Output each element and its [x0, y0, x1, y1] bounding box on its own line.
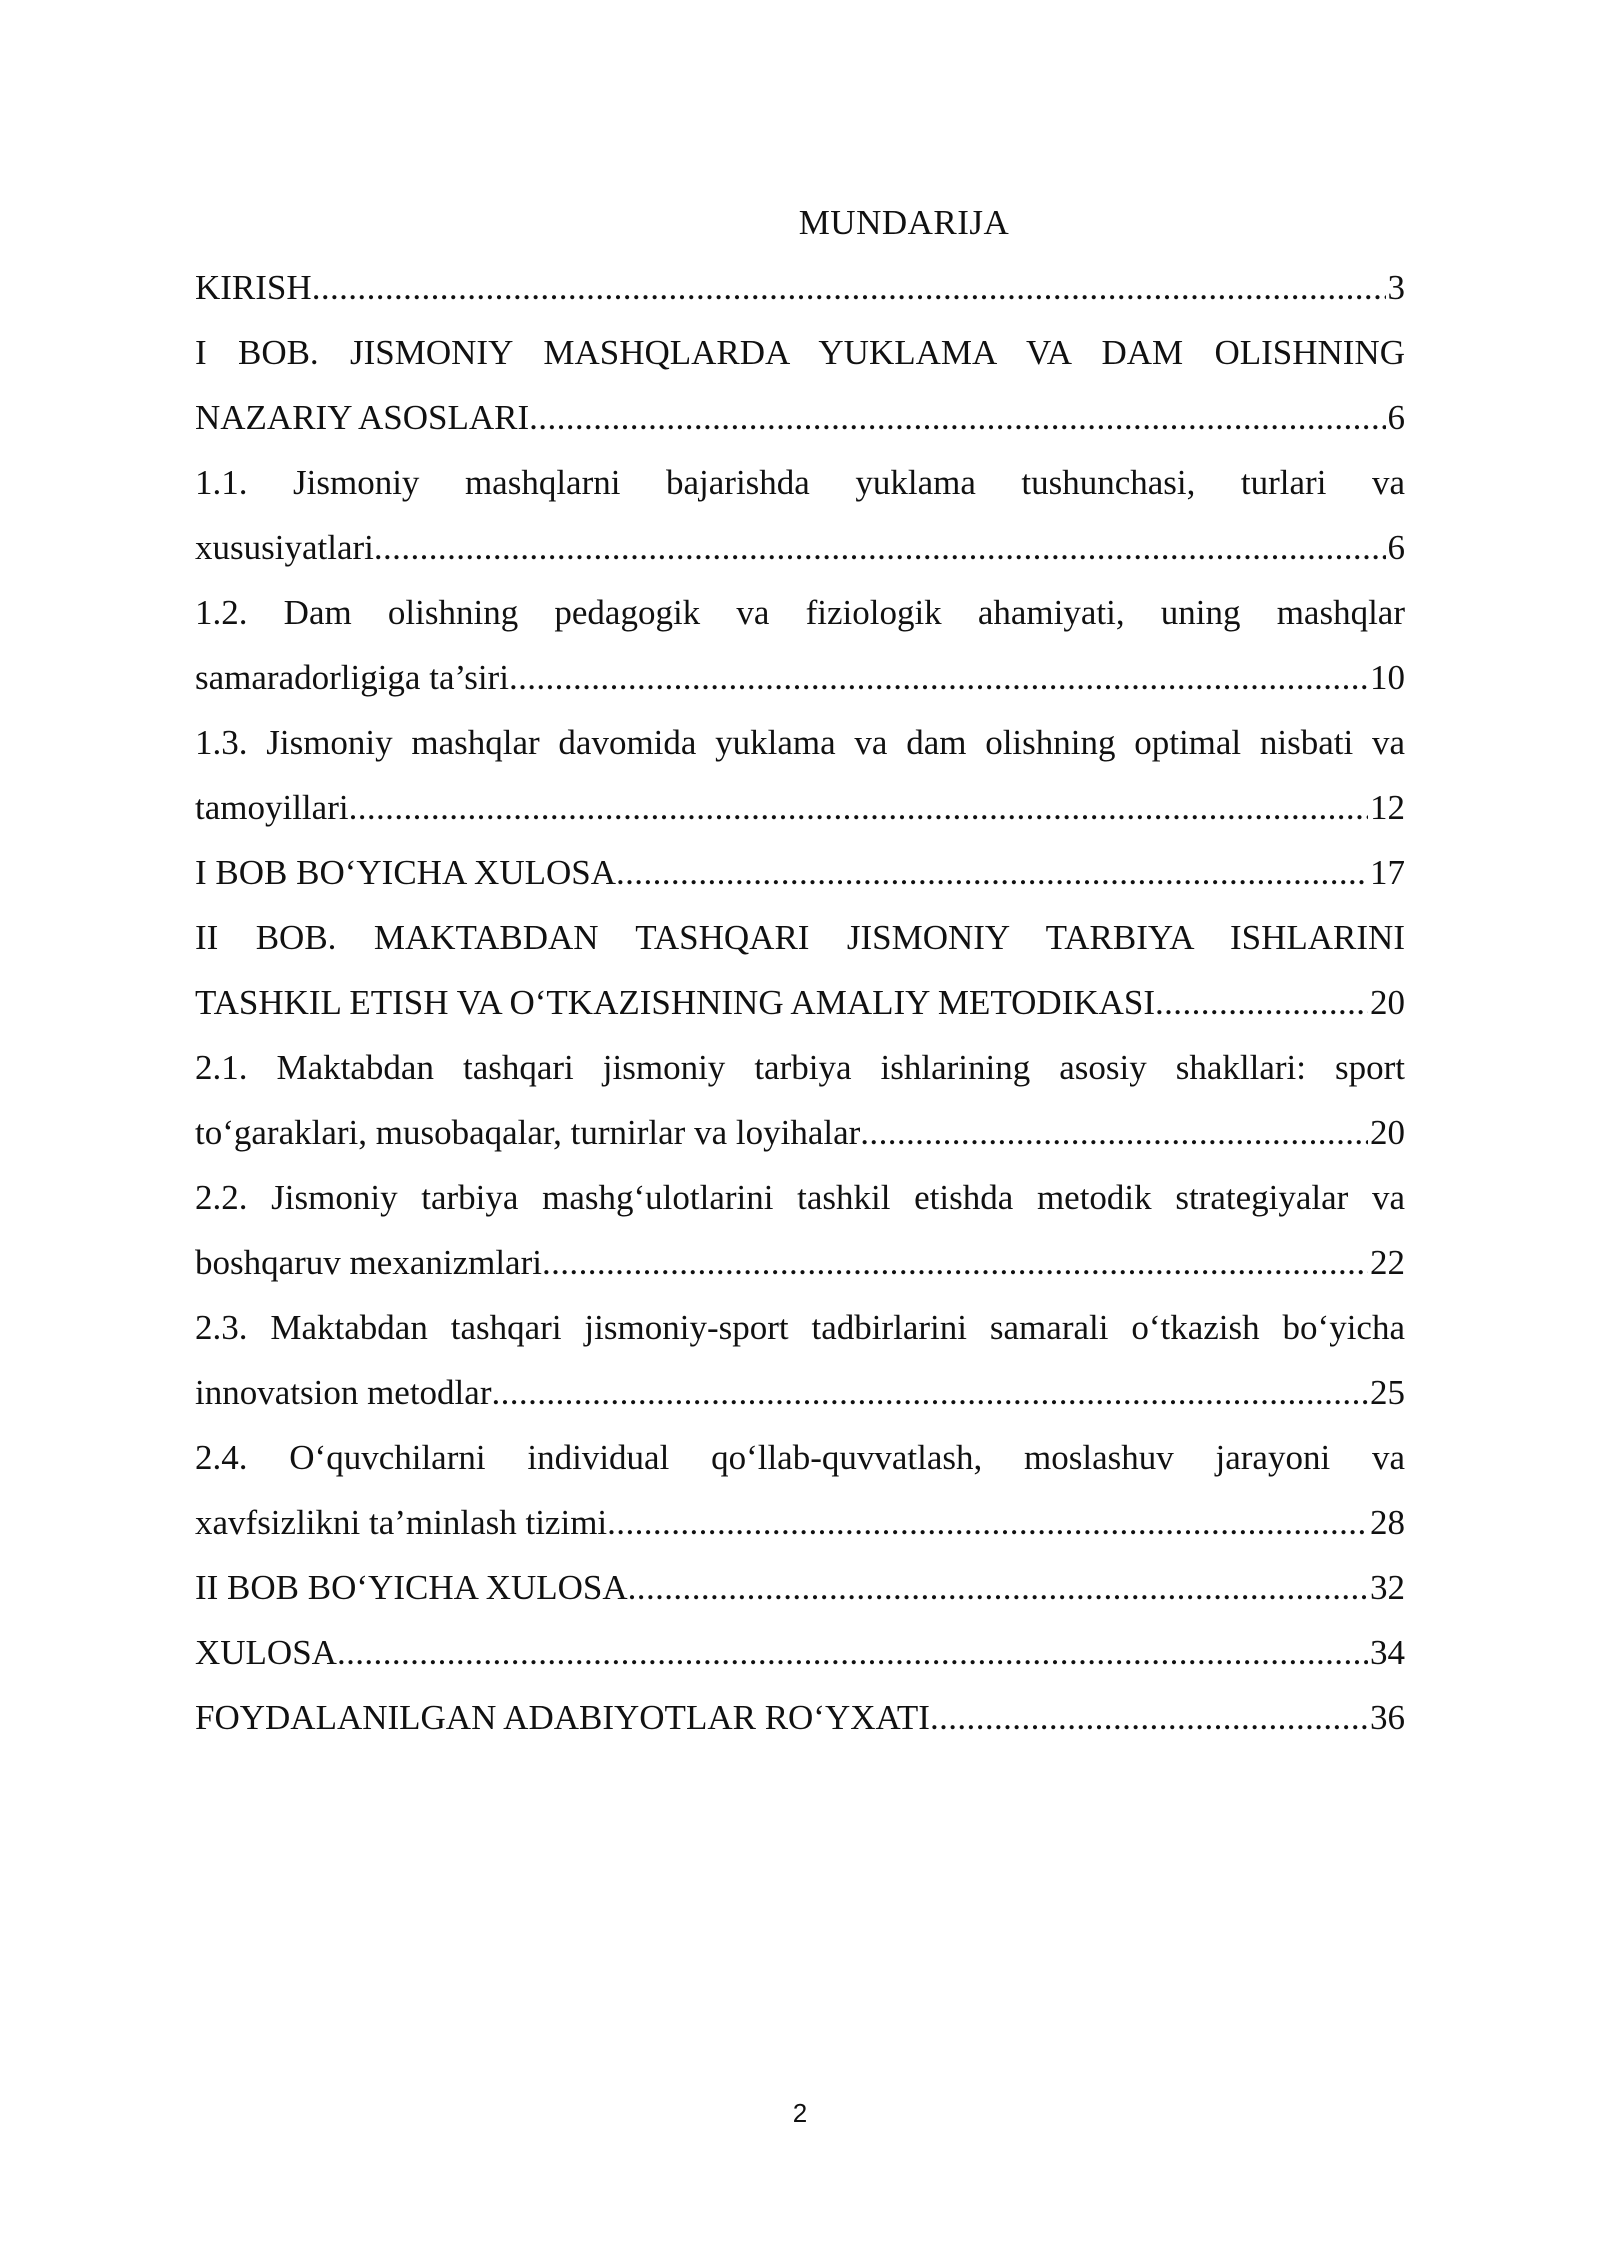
toc-entry[interactable]: [195, 255, 1405, 320]
toc-entry-row: [195, 385, 1405, 450]
toc-entry-title: tamoyillari: [195, 788, 349, 827]
toc-entry-line: 2.3. Maktabdan tashqari jismoniy-sport tadbirlarini samarali o‘tkazish bo‘yicha: [195, 1308, 1405, 1347]
toc-entry[interactable]: [195, 1685, 1405, 1750]
toc-entry-title: innovatsion metodlar: [195, 1373, 492, 1412]
toc-entry-title: I BOB BO‘YICHA XULOSA: [195, 853, 616, 892]
toc-page-number: 6: [1387, 528, 1405, 567]
toc-entry-row: [195, 1230, 1405, 1295]
dot-leader: [529, 385, 1385, 450]
toc-entry[interactable]: [195, 450, 1405, 580]
toc-entry[interactable]: [195, 905, 1405, 1035]
toc-title: MUNDARIJA: [798, 203, 1010, 242]
toc-entry[interactable]: [195, 1295, 1405, 1425]
dot-leader: [349, 775, 1368, 840]
toc-page-number: 17: [1370, 853, 1405, 892]
toc-entry-row: [195, 515, 1405, 580]
toc-entry-line: 2.1. Maktabdan tashqari jismoniy tarbiya ishlarining asosiy shakllari: sport: [195, 1048, 1405, 1087]
toc-entry-title: FOYDALANILGAN ADABIYOTLAR RO‘YXATI: [195, 1698, 930, 1737]
toc-entry-line: II BOB. MAKTABDAN TASHQARI JISMONIY TARBIYA ISHLARINI: [195, 918, 1405, 957]
toc-entry-line: 1.3. Jismoniy mashqlar davomida yuklama va dam olishning optimal nisbati va: [195, 723, 1405, 762]
toc-entry-row: [195, 775, 1405, 840]
dot-leader: [607, 1490, 1368, 1555]
toc-entry-title: xavfsizlikni ta’minlash tizimi: [195, 1503, 608, 1542]
toc-entry-title: xususiyatlari: [195, 528, 374, 567]
toc-entry[interactable]: [195, 840, 1405, 905]
toc-entry-title: NAZARIY ASOSLARI: [195, 398, 530, 437]
toc-page-number: 6: [1387, 398, 1405, 437]
toc-page-number: 22: [1370, 1243, 1405, 1282]
toc-page-number: 12: [1370, 788, 1405, 827]
toc-page-number: 20: [1370, 983, 1405, 1022]
toc-entry-line: 2.4. O‘quvchilarni individual qo‘llab-quvvatlash, moslashuv jarayoni va: [195, 1438, 1405, 1477]
toc-entry-row: [195, 1620, 1405, 1685]
toc-entry-line: 2.2. Jismoniy tarbiya mashg‘ulotlarini tashkil etishda metodik strategiyalar va: [195, 1178, 1405, 1217]
toc-entry-title: KIRISH: [195, 268, 312, 307]
toc-entry[interactable]: [195, 1425, 1405, 1555]
toc-entry-line: 1.2. Dam olishning pedagogik va fiziologik ahamiyati, uning mashqlar: [195, 593, 1405, 632]
toc-entries: [195, 255, 1405, 1750]
dot-leader: [930, 1685, 1368, 1750]
toc-entry-row: [195, 1100, 1405, 1165]
toc-entry[interactable]: [195, 1165, 1405, 1295]
toc-page-number: 32: [1370, 1568, 1405, 1607]
toc-entry-row: [195, 970, 1405, 1035]
toc-entry-title: to‘garaklari, musobaqalar, turnirlar va loyihalar: [195, 1113, 861, 1152]
toc-entry-title: XULOSA: [195, 1633, 337, 1672]
toc-entry-row: [195, 1490, 1405, 1555]
toc-entry-line: I BOB. JISMONIY MASHQLARDA YUKLAMA VA DAM OLISHNING: [195, 333, 1405, 372]
toc-entry[interactable]: [195, 1555, 1405, 1620]
toc-entry[interactable]: [195, 1620, 1405, 1685]
toc-entry-title: boshqaruv mexanizmlari: [195, 1243, 542, 1282]
toc-entry-row: [195, 255, 1405, 320]
dot-leader: [374, 515, 1386, 580]
toc-entry-row: [195, 840, 1405, 905]
dot-leader: [860, 1100, 1368, 1165]
toc-entry-row: [195, 1360, 1405, 1425]
toc-page-number: 34: [1370, 1633, 1405, 1672]
dot-leader: [491, 1360, 1368, 1425]
toc-entry[interactable]: [195, 580, 1405, 710]
toc-entry-row: [195, 645, 1405, 710]
toc-entry-row: [195, 1685, 1405, 1750]
dot-leader: [337, 1620, 1368, 1685]
toc-entry[interactable]: [195, 710, 1405, 840]
toc-entry-row: [195, 1555, 1405, 1620]
toc-entry[interactable]: [195, 320, 1405, 450]
toc-page-number: 25: [1370, 1373, 1405, 1412]
table-of-contents: [195, 190, 1405, 1750]
toc-page-number: 20: [1370, 1113, 1405, 1152]
toc-page-number: 10: [1370, 658, 1405, 697]
dot-leader: [542, 1230, 1368, 1295]
toc-entry-title: II BOB BO‘YICHA XULOSA: [195, 1568, 628, 1607]
toc-page-number: 3: [1387, 268, 1405, 307]
dot-leader: [628, 1555, 1368, 1620]
dot-leader: [312, 255, 1386, 320]
toc-entry-line: 1.1. Jismoniy mashqlarni bajarishda yuklama tushunchasi, turlari va: [195, 463, 1405, 502]
page-number: 2: [792, 2098, 808, 2128]
dot-leader: [1155, 970, 1368, 1035]
toc-page-number: 36: [1370, 1698, 1405, 1737]
toc-page-number: 28: [1370, 1503, 1405, 1542]
dot-leader: [616, 840, 1368, 905]
toc-entry-title: TASHKIL ETISH VA O‘TKAZISHNING AMALIY METODIKASI: [195, 983, 1155, 1022]
dot-leader: [509, 645, 1368, 710]
toc-entry[interactable]: [195, 1035, 1405, 1165]
toc-entry-title: samaradorligiga ta’siri: [195, 658, 509, 697]
